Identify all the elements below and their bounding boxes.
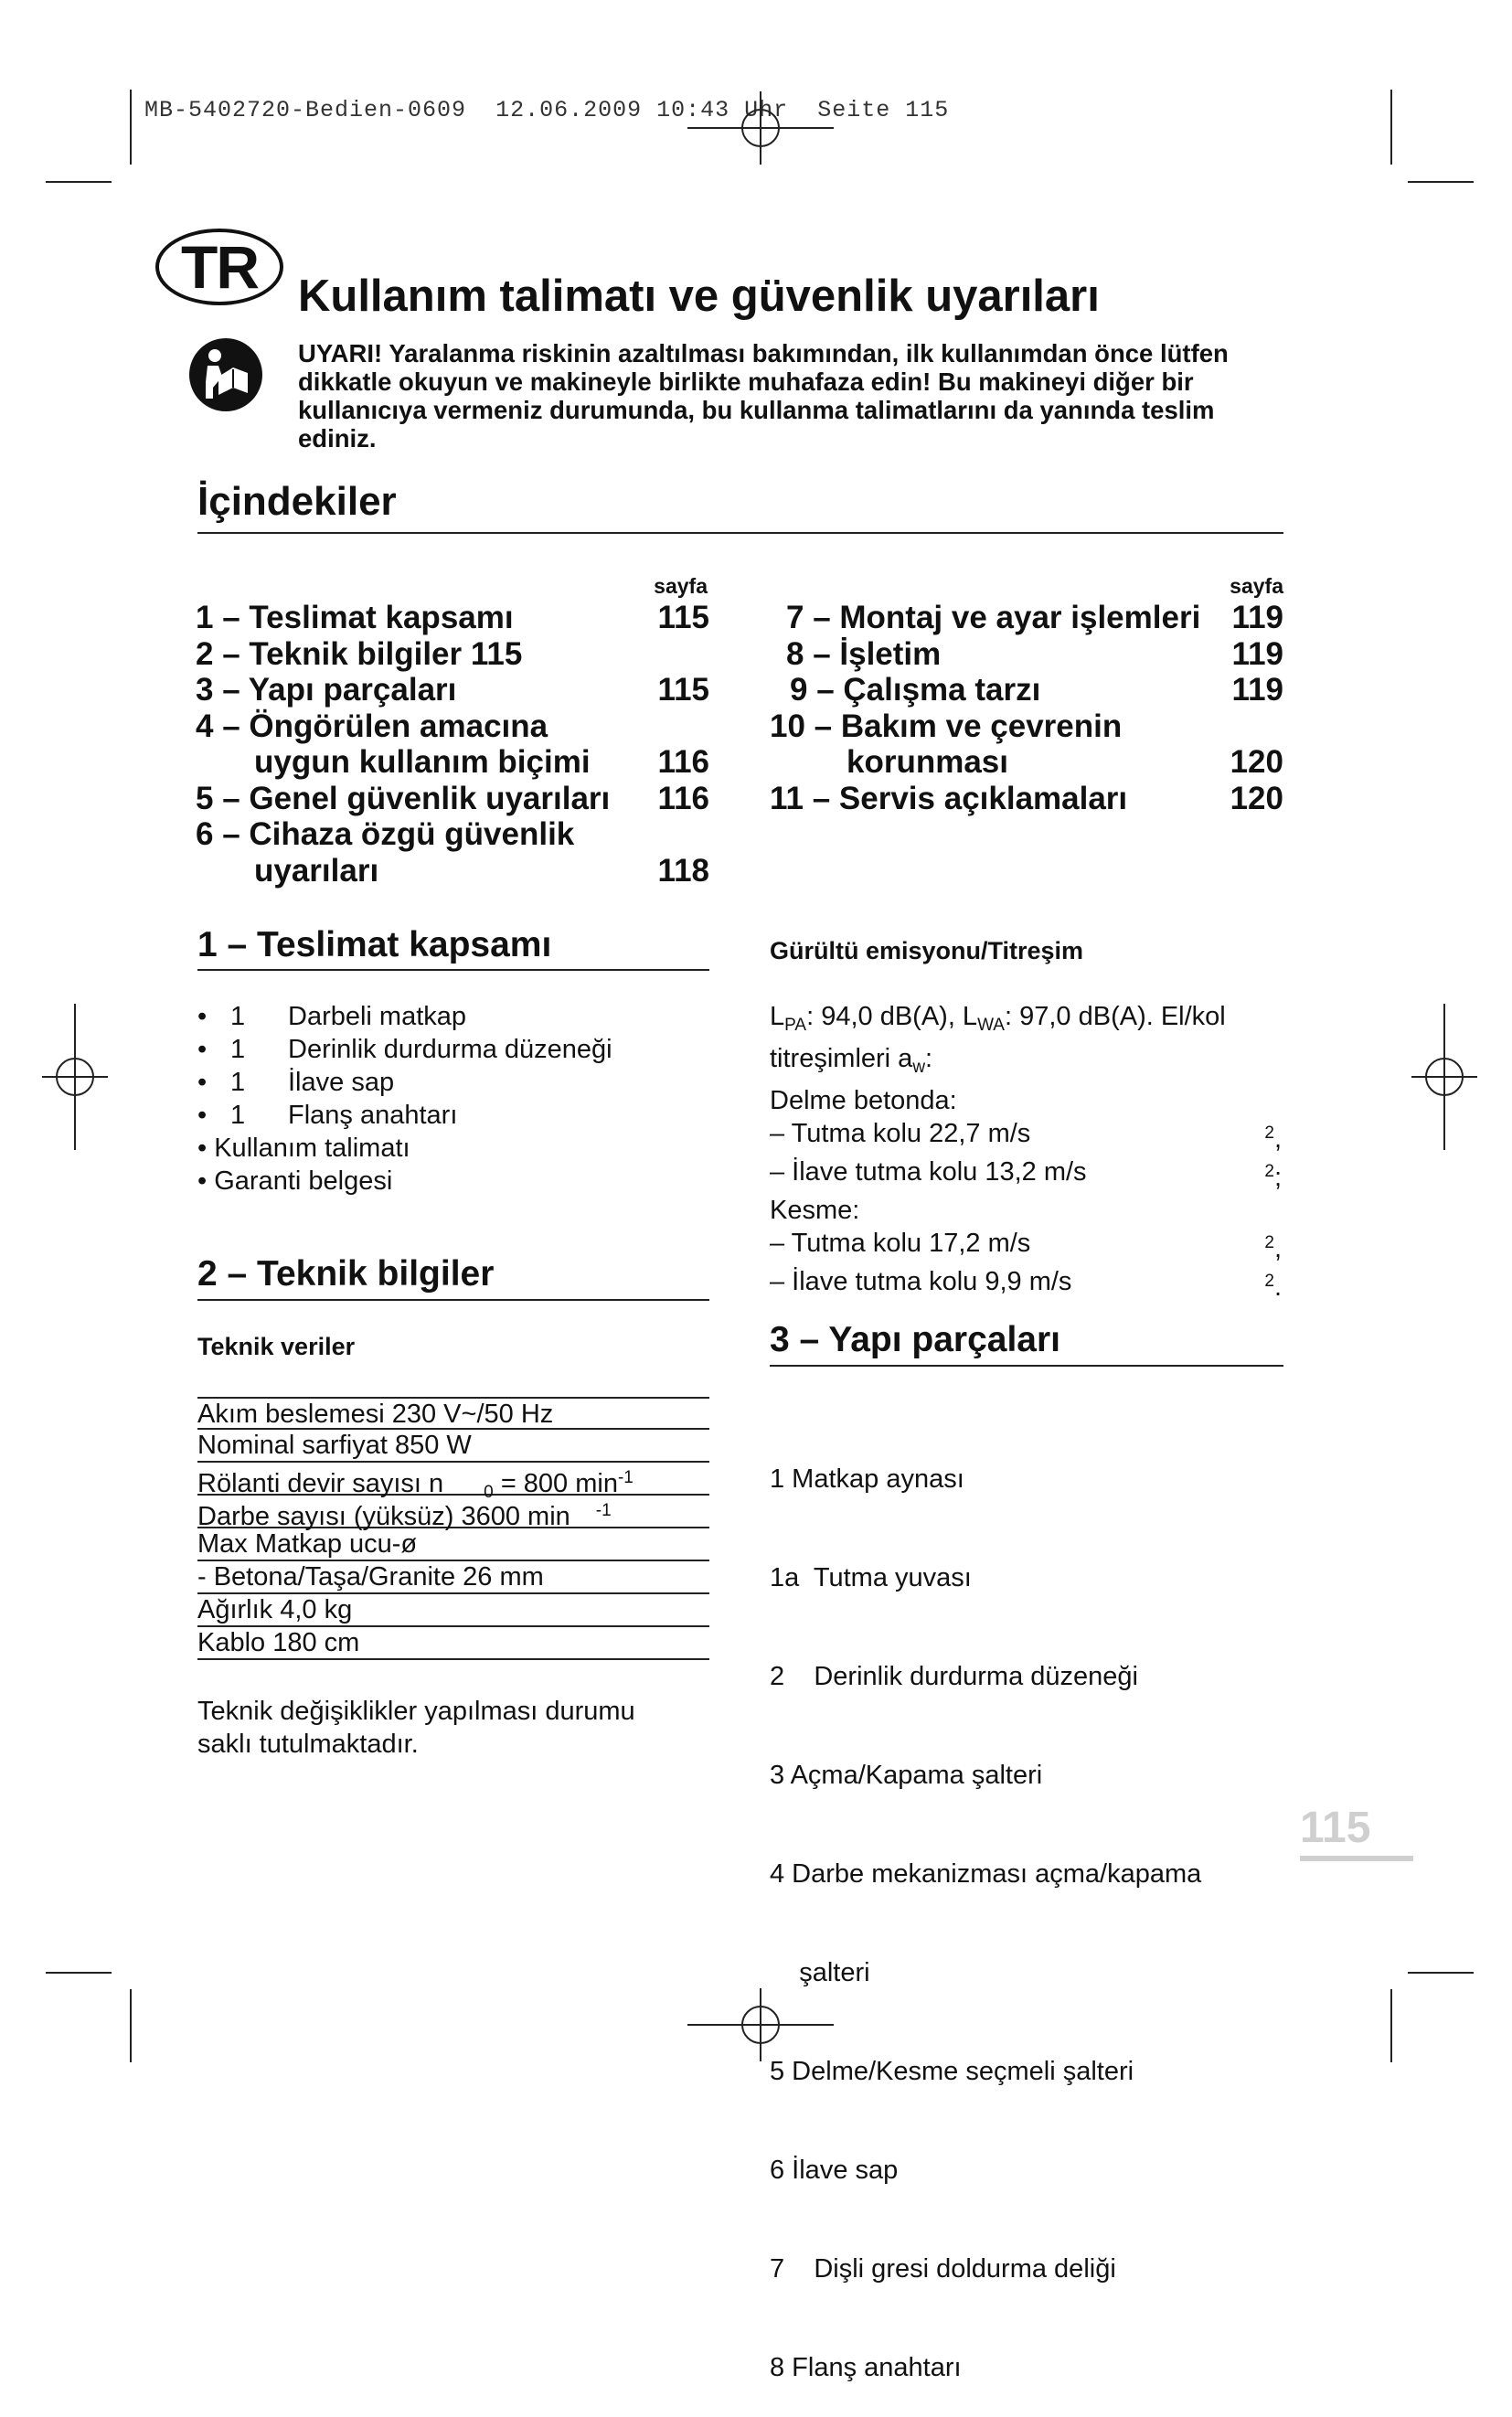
toc-sayfa-label: sayfa <box>1230 574 1283 598</box>
table-row: Akım beslemesi 230 V~/50 Hz <box>197 1397 709 1430</box>
list-item: 5 Delme/Kesme seçmeli şalteri <box>770 2057 1134 2086</box>
tech-note: Teknik değişiklikler yapılması durumu saklı tutulmaktadır. <box>197 1697 635 1759</box>
toc-entry[interactable]: korunması 120 <box>847 744 1283 780</box>
toc-sayfa-label: sayfa <box>654 574 708 598</box>
list-item: 2 Derinlik durdurma düzeneği <box>770 1662 1138 1691</box>
warning-text: UYARI! Yaralanma riskinin azaltılması bakımından, ilk kullanımdan önce lütfen dikkatle okuyun ve makineyle birlikte muhafaza edin! Bu makineyi diğer bir kullanıcıya vermeniz durumunda, bu kullanma talimatlarını da yanında teslim ediniz. <box>298 339 1229 453</box>
table-row: Max Matkap ucu-ø <box>197 1528 709 1561</box>
table-row: Rölanti devir sayısı n $_0$ = 800 $\min^{-1}$ <box>197 1463 709 1496</box>
toc-heading: İçindekiler <box>197 479 397 524</box>
toc-entry[interactable]: 3 – Yapı parçaları 115 <box>196 672 709 708</box>
table-row: Ağırlık 4,0 kg <box>197 1594 709 1627</box>
language-badge: TR <box>155 229 283 305</box>
vibration-label: titreşimleri $a_w$: <box>770 1044 933 1077</box>
toc-entry[interactable]: 4 – Öngörülen amacına <box>196 708 548 744</box>
table-row: Kablo 180 cm <box>197 1627 709 1660</box>
vibration-value: – Tutma kolu 22,7 m/s $^2$, <box>770 1119 1282 1154</box>
parts-list <box>770 1397 1291 2417</box>
list-item: 4 Darbe mekanizması açma/kapama <box>770 1859 1202 1889</box>
print-file: MB-5402720-Bedien-0609 <box>144 97 467 123</box>
print-time-suffix: Uhr <box>744 97 789 123</box>
crop-mark <box>130 1989 132 2062</box>
page-number: 115 <box>1300 1804 1371 1852</box>
print-seite-label: Seite <box>817 97 891 123</box>
crop-mark <box>1390 1989 1392 2062</box>
print-time: 10:43 <box>656 97 730 123</box>
vibration-value: – Tutma kolu 17,2 m/s $^2$, <box>770 1229 1282 1263</box>
toc-entry[interactable]: 9 – Çalışma tarzı 119 <box>790 672 1283 708</box>
toc-right <box>770 600 1283 816</box>
toc-entry[interactable]: uygun kullanım biçimi 116 <box>254 744 709 780</box>
crop-mark <box>1408 1972 1474 1974</box>
list-item: • 1 İlave sap <box>197 1068 395 1097</box>
vibration-value: – İlave tutma kolu 13,2 m/s $^2$; <box>770 1157 1282 1192</box>
crop-mark <box>46 1972 112 1974</box>
noise-levels: $L_{PA}$: 94,0 dB(A), $L_{WA}$: 97,0 dB(A). El/kol <box>770 1002 1226 1035</box>
list-item: • Kullanım talimatı <box>197 1134 410 1163</box>
page-title: Kullanım talimatı ve güvenlik uyarıları <box>298 272 1100 321</box>
toc-entry[interactable]: 2 – Teknik bilgiler 115 <box>196 635 523 672</box>
drilling-label: Delme betonda: <box>770 1086 957 1115</box>
crop-mark <box>130 90 132 165</box>
list-item: 6 İlave sap <box>770 2156 899 2185</box>
table-row: - Betona/Taşa/Granite 26 mm <box>197 1561 709 1594</box>
print-seite-num: 115 <box>905 97 950 123</box>
vibration-value: – İlave tutma kolu 9,9 m/s $^2$. <box>770 1267 1282 1302</box>
section-divider <box>197 1299 709 1301</box>
list-item: • Garanti belgesi <box>197 1166 393 1196</box>
toc-entry[interactable]: uyarıları 118 <box>254 852 709 889</box>
list-item: 3 Açma/Kapama şalteri <box>770 1761 1043 1790</box>
list-item: • 1 Flanş anahtarı <box>197 1101 458 1130</box>
section-divider <box>770 1365 1283 1367</box>
table-row: Darbe sayısı (yüksüz) 3600 min $^{-1}$ <box>197 1496 709 1528</box>
toc-divider <box>197 532 1283 534</box>
section-divider <box>197 969 709 971</box>
delivery-list <box>197 1000 709 1198</box>
list-item: 1 Matkap aynası <box>770 1464 964 1494</box>
page-number-bar <box>1300 1856 1413 1861</box>
spec-table <box>197 1397 709 1660</box>
list-item: 1a Tutma yuvası <box>770 1563 972 1592</box>
toc-entry[interactable]: 5 – Genel güvenlik uyarıları 116 <box>196 780 709 816</box>
noise-heading: Gürültü emisyonu/Titreşim <box>770 937 1084 964</box>
list-item: • 1 Darbeli matkap <box>197 1002 467 1031</box>
toc-entry[interactable]: 10 – Bakım ve çevrenin <box>770 708 1123 744</box>
toc-entry[interactable]: 7 – Montaj ve ayar işlemleri 119 <box>786 600 1283 635</box>
list-item: şalteri <box>770 1958 870 1987</box>
section-heading-delivery: 1 – Teslimat kapsamı <box>197 925 552 964</box>
crop-mark <box>1390 90 1392 165</box>
crop-mark <box>1408 181 1474 183</box>
table-row: Nominal sarfiyat 850 W <box>197 1430 709 1463</box>
registration-mark-icon <box>687 91 834 165</box>
section-heading-parts: 3 – Yapı parçaları <box>770 1320 1060 1359</box>
toc-entry[interactable]: 6 – Cihaza özgü güvenlik <box>196 816 575 852</box>
cutting-label: Kesme: <box>770 1196 860 1225</box>
list-item: 7 Dişli gresi doldurma deliği <box>770 2254 1116 2284</box>
print-date: 12.06.2009 <box>495 97 643 123</box>
read-manual-icon <box>187 336 264 418</box>
noise-block <box>770 1000 1291 1304</box>
registration-mark-icon <box>42 1004 108 1150</box>
toc-entry[interactable]: 11 – Servis açıklamaları 120 <box>770 780 1283 816</box>
toc-entry[interactable]: 8 – İşletim 119 <box>786 635 1283 672</box>
registration-mark-icon <box>1411 1004 1477 1150</box>
toc-left <box>196 600 709 889</box>
section-heading-tech: 2 – Teknik bilgiler <box>197 1254 495 1294</box>
tech-subheading: Teknik veriler <box>197 1333 356 1360</box>
crop-mark <box>46 181 112 183</box>
list-item: • 1 Derinlik durdurma düzeneği <box>197 1035 612 1064</box>
toc-entry[interactable]: 1 – Teslimat kapsamı 115 <box>196 600 709 635</box>
list-item: 8 Flanş anahtarı <box>770 2353 962 2382</box>
